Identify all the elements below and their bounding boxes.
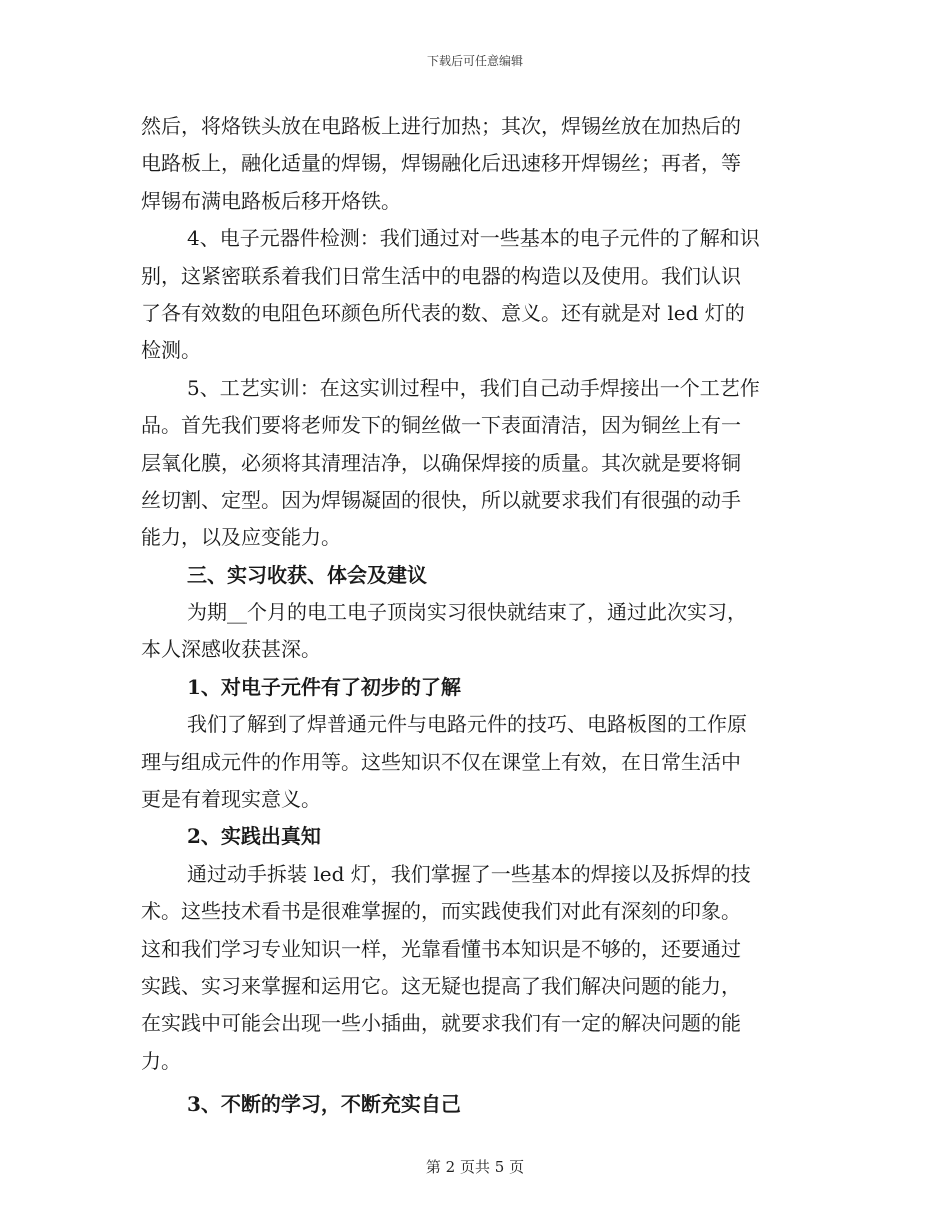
page-footer: 第 2 页共 5 页 — [425, 1158, 525, 1176]
paragraph-line: 这和我们学习专业知识一样，光靠看懂书本知识是不够的，还要通过 — [141, 936, 741, 961]
document-body — [141, 108, 817, 1124]
paragraph-line: 了各有效数的电阻色环颜色所代表的数、意义。还有就是对 led 灯的 — [141, 300, 745, 325]
paragraph-line: 更是有着现实意义。 — [141, 787, 321, 812]
subsection-heading: 1、对电子元件有了初步的了解 — [187, 674, 461, 699]
paragraph-line: 在实践中可能会出现一些小插曲，就要求我们有一定的解决问题的能 — [141, 1011, 741, 1036]
paragraph-line: 为期__个月的电工电子顶岗实习很快就结束了，通过此次实习， — [187, 600, 747, 625]
paragraph-line: 品。首先我们要将老师发下的铜丝做一下表面清洁，因为铜丝上有一 — [141, 413, 741, 438]
paragraph-line: 层氧化膜，必须将其清理洁净，以确保焊接的质量。其次就是要将铜 — [141, 450, 741, 475]
paragraph-line: 别，这紧密联系着我们日常生活中的电器的构造以及使用。我们认识 — [141, 263, 741, 288]
paragraph-line: 术。这些技术看书是很难掌握的，而实践使我们对此有深刻的印象。 — [141, 899, 741, 924]
subsection-heading: 3、不断的学习，不断充实自己 — [187, 1092, 461, 1117]
paragraph-line: 我们了解到了焊普通元件与电路元件的技巧、电路板图的工作原 — [187, 712, 747, 737]
paragraph-line: 5、工艺实训：在这实训过程中，我们自己动手焊接出一个工艺作 — [187, 375, 760, 400]
paragraph-line: 力。 — [141, 1048, 181, 1073]
paragraph-line: 通过动手拆装 led 灯，我们掌握了一些基本的焊接以及拆焊的技 — [187, 861, 751, 886]
paragraph-line: 本人深感收获甚深。 — [141, 637, 321, 662]
paragraph-line: 理与组成元件的作用等。这些知识不仅在课堂上有效，在日常生活中 — [141, 749, 741, 774]
paragraph-line: 实践、实习来掌握和运用它。这无疑也提高了我们解决问题的能力， — [141, 973, 741, 998]
page-header: 下载后可任意编辑 — [426, 54, 523, 68]
paragraph-line: 电路板上，融化适量的焊锡，焊锡融化后迅速移开焊锡丝；再者，等 — [141, 151, 741, 176]
subsection-heading: 2、实践出真知 — [187, 824, 321, 849]
section-heading: 三、实习收获、体会及建议 — [187, 562, 427, 587]
paragraph-line: 丝切割、定型。因为焊锡凝固的很快，所以就要求我们有很强的动手 — [141, 487, 741, 512]
paragraph-line: 检测。 — [141, 338, 201, 363]
paragraph-line: 能力，以及应变能力。 — [141, 525, 341, 550]
paragraph-line: 然后，将烙铁头放在电路板上进行加热；其次，焊锡丝放在加热后的 — [141, 114, 741, 138]
paragraph-line: 焊锡布满电路板后移开烙铁。 — [141, 188, 401, 213]
paragraph-line: 4、电子元器件检测：我们通过对一些基本的电子元件的了解和识 — [187, 226, 760, 251]
